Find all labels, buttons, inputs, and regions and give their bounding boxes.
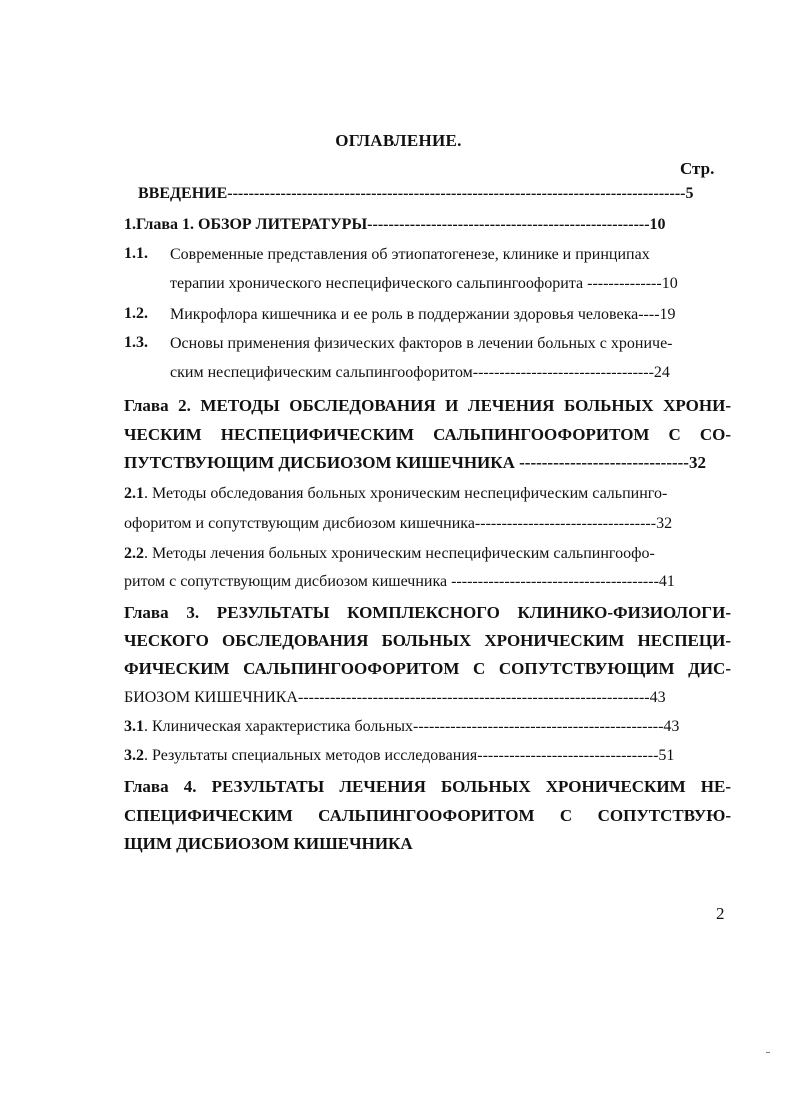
toc-number-1-3: 1.3. bbox=[124, 334, 148, 351]
toc-entry-1-3-line1: Основы применения физических факторов в лечении больных с хрониче- bbox=[170, 335, 673, 352]
toc-number-1-1: 1.1. bbox=[124, 245, 148, 262]
toc-entry-3-2-text: . Результаты специальных методов исследования----------------------------------51 bbox=[144, 747, 675, 764]
toc-entry-chapter-3-line1: Глава 3. РЕЗУЛЬТАТЫ КОМПЛЕКСНОГО КЛИНИКО-ФИЗИОЛОГИ- bbox=[124, 603, 731, 622]
toc-entry-2-1-line1 bbox=[124, 484, 667, 504]
toc-number-1-2: 1.2. bbox=[124, 305, 148, 322]
toc-entry-chapter-4-line1: Глава 4. РЕЗУЛЬТАТЫ ЛЕЧЕНИЯ БОЛЬНЫХ ХРОНИЧЕСКИМ НЕ- bbox=[124, 777, 731, 796]
toc-entry-1-1-line2: терапии хронического неспецифического сальпингоофорита --------------10 bbox=[170, 275, 678, 292]
toc-entry-chapter-2-line1: Глава 2. МЕТОДЫ ОБСЛЕДОВАНИЯ И ЛЕЧЕНИЯ БОЛЬНЫХ ХРОНИ- bbox=[124, 396, 731, 415]
toc-entry-1-2-line1: Микрофлора кишечника и ее роль в поддержании здоровья человека----19 bbox=[170, 306, 676, 323]
toc-entry-2-2-line1 bbox=[124, 544, 655, 564]
toc-number-2-2: 2.2 bbox=[124, 545, 144, 562]
toc-entry-chapter-3-line4: БИОЗОМ КИШЕЧНИКА------------------------------------------------------------------43 bbox=[124, 689, 666, 706]
toc-entry-3-1 bbox=[124, 717, 679, 737]
toc-entry-chapter-4-line2: СПЕЦИФИЧЕСКИМ САЛЬПИНГООФОРИТОМ С СОПУТСТВУЮ- bbox=[124, 806, 731, 825]
toc-entry-1-1-line1: Современные представления об этиопатогенезе, клинике и принципах bbox=[170, 246, 650, 263]
page-column-label: Стр. bbox=[680, 159, 715, 178]
toc-number-2-1: 2.1 bbox=[124, 485, 144, 502]
toc-entry-1-3-line2: ским неспецифическим сальпингоофоритом----------------------------------24 bbox=[170, 364, 670, 381]
toc-entry-2-2-text: . Методы лечения больных хроническим неспецифическим сальпингоофо- bbox=[144, 545, 655, 562]
page-number: 2 bbox=[716, 904, 725, 923]
toc-entry-chapter-3-line3: ФИЧЕСКИМ САЛЬПИНГООФОРИТОМ С СОПУТСТВУЮЩИМ ДИС- bbox=[124, 659, 731, 678]
toc-entry-chapter-4-line3: ЩИМ ДИСБИОЗОМ КИШЕЧНИКА bbox=[124, 834, 413, 853]
toc-entry-3-1-text: . Клиническая характеристика больных-----------------------------------------------43 bbox=[144, 718, 680, 735]
toc-entry-2-1-text: . Методы обследования больных хроническим неспецифическим сальпинго- bbox=[144, 485, 668, 502]
toc-entry-intro: ВВЕДЕНИЕ--------------------------------------------------------------------------------------5 bbox=[138, 185, 694, 202]
toc-entry-chapter-3-line2: ЧЕСКОГО ОБСЛЕДОВАНИЯ БОЛЬНЫХ ХРОНИЧЕСКИМ НЕСПЕЦИ- bbox=[124, 631, 731, 650]
toc-entry-chapter-1: 1.Глава 1. ОБЗОР ЛИТЕРАТУРЫ-----------------------------------------------------10 bbox=[124, 216, 666, 233]
toc-title: ОГЛАВЛЕНИЕ. bbox=[335, 131, 462, 150]
toc-entry-2-1-line2: офоритом и сопутствующим дисбиозом кишечника----------------------------------32 bbox=[124, 515, 673, 532]
toc-number-3-2: 3.2 bbox=[124, 747, 144, 764]
toc-number-3-1: 3.1 bbox=[124, 718, 144, 735]
toc-entry-chapter-2-line3: ПУТСТВУЮЩИМ ДИСБИОЗОМ КИШЕЧНИКА ------------------------------32 bbox=[124, 453, 706, 472]
scan-speck bbox=[766, 1052, 770, 1053]
toc-entry-chapter-2-line2: ЧЕСКИМ НЕСПЕЦИФИЧЕСКИМ САЛЬПИНГООФОРИТОМ С СО- bbox=[124, 425, 731, 444]
toc-entry-3-2 bbox=[124, 746, 674, 766]
toc-entry-2-2-line2: ритом с сопутствующим дисбиозом кишечника ---------------------------------------41 bbox=[124, 573, 675, 590]
